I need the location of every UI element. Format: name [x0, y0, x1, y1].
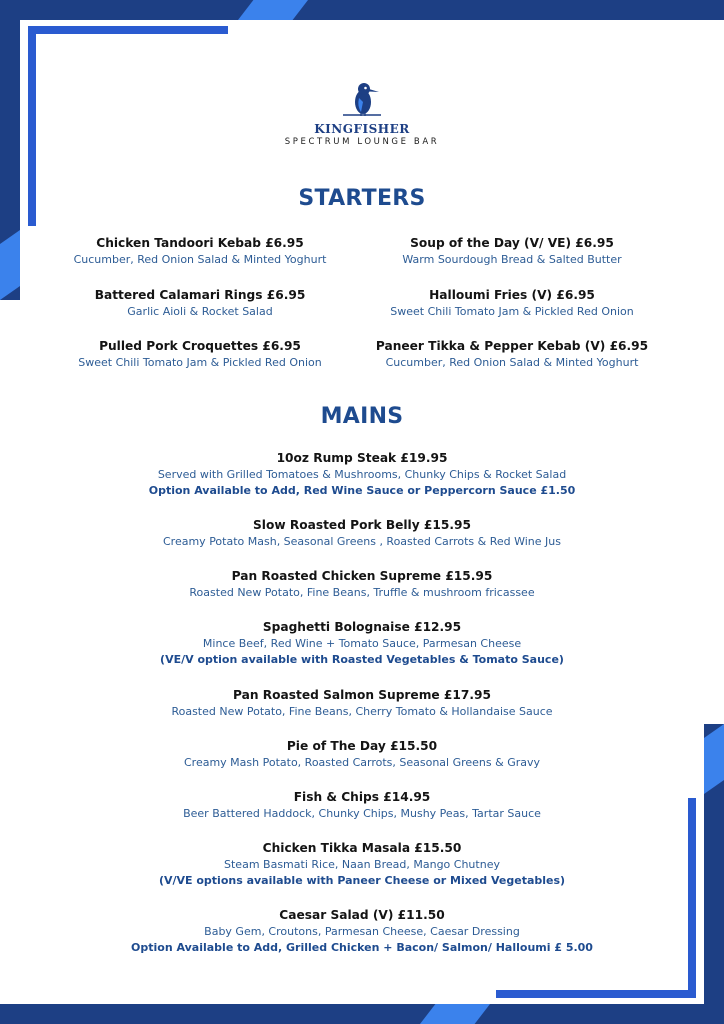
item-name: Pulled Pork Croquettes £6.95: [99, 339, 301, 353]
brand-logo: [0, 78, 724, 147]
item-description: Cucumber, Red Onion Salad & Minted Yoghurt: [73, 253, 327, 266]
item-name: Spaghetti Bolognaise £12.95: [262, 620, 462, 634]
item-description: Beer Battered Haddock, Chunky Chips, Mushy Peas, Tartar Sauce: [183, 807, 541, 820]
item-description: Baby Gem, Croutons, Parmesan Cheese, Caesar Dressing: [204, 925, 520, 938]
item-description: Mince Beef, Red Wine + Tomato Sauce, Parmesan Cheese: [202, 637, 522, 650]
item-description: Roasted New Potato, Fine Beans, Cherry Tomato & Hollandaise Sauce: [171, 705, 553, 718]
item-description: Steam Basmati Rice, Naan Bread, Mango Chutney: [224, 858, 500, 871]
starter-item: [372, 288, 652, 318]
item-name: Chicken Tandoori Kebab £6.95: [96, 236, 304, 250]
frame-top-bar: [0, 0, 724, 20]
item-name: Halloumi Fries (V) £6.95: [429, 288, 595, 302]
item-description: Roasted New Potato, Fine Beans, Truffle & mushroom fricassee: [189, 586, 535, 599]
starter-item: [60, 339, 340, 369]
main-item: [60, 688, 664, 718]
item-name: Caesar Salad (V) £11.50: [279, 908, 445, 922]
item-name: Pie of The Day £15.50: [286, 739, 438, 753]
main-item: [60, 790, 664, 820]
item-description: Warm Sourdough Bread & Salted Butter: [402, 253, 622, 266]
item-name: Pan Roasted Salmon Supreme £17.95: [233, 688, 491, 702]
item-name: Pan Roasted Chicken Supreme £15.95: [231, 569, 493, 583]
starter-item: [60, 288, 340, 318]
item-description: Garlic Aioli & Rocket Salad: [127, 305, 273, 318]
item-note: (V/VE options available with Paneer Cheese or Mixed Vegetables): [158, 874, 566, 887]
item-note: (VE/V option available with Roasted Vegetables & Tomato Sauce): [160, 653, 564, 666]
item-note: Option Available to Add, Grilled Chicken + Bacon/ Salmon/ Halloumi £ 5.00: [131, 941, 593, 954]
brand-name: KINGFISHER: [314, 122, 410, 136]
item-name: Chicken Tikka Masala £15.50: [262, 841, 462, 855]
main-item: [60, 451, 664, 497]
item-description: Cucumber, Red Onion Salad & Minted Yoghurt: [385, 356, 639, 369]
item-name: Slow Roasted Pork Belly £15.95: [253, 518, 471, 532]
item-name: 10oz Rump Steak £19.95: [276, 451, 448, 465]
frame-inner-bottom: [496, 990, 696, 998]
item-note: Option Available to Add, Red Wine Sauce or Peppercorn Sauce £1.50: [148, 484, 576, 497]
frame-bottom-bar: [0, 1004, 724, 1024]
starters-heading: STARTERS: [298, 186, 426, 211]
brand-subtitle: SPECTRUM LOUNGE BAR: [284, 137, 440, 147]
main-item: [60, 569, 664, 599]
starter-item: [60, 236, 340, 266]
kingfisher-bird-icon: [337, 78, 387, 120]
frame-inner-top: [28, 26, 228, 34]
item-description: Sweet Chili Tomato Jam & Pickled Red Onion: [390, 305, 634, 318]
mains-heading: MAINS: [320, 404, 404, 429]
starter-item: [372, 339, 652, 369]
item-description: Creamy Potato Mash, Seasonal Greens , Roasted Carrots & Red Wine Jus: [163, 535, 561, 548]
main-item: [60, 739, 664, 769]
item-description: Sweet Chili Tomato Jam & Pickled Red Onion: [78, 356, 322, 369]
frame-inner-right: [688, 798, 696, 998]
main-item: [60, 518, 664, 548]
item-name: Battered Calamari Rings £6.95: [94, 288, 306, 302]
item-name: Paneer Tikka & Pepper Kebab (V) £6.95: [375, 339, 649, 353]
item-name: Soup of the Day (V/ VE) £6.95: [410, 236, 614, 250]
starter-item: [372, 236, 652, 266]
main-item: [60, 620, 664, 666]
main-item: [60, 841, 664, 887]
item-name: Fish & Chips £14.95: [293, 790, 431, 804]
main-item: [60, 908, 664, 954]
item-description: Served with Grilled Tomatoes & Mushrooms, Chunky Chips & Rocket Salad: [157, 468, 567, 481]
item-description: Creamy Mash Potato, Roasted Carrots, Seasonal Greens & Gravy: [183, 756, 541, 769]
